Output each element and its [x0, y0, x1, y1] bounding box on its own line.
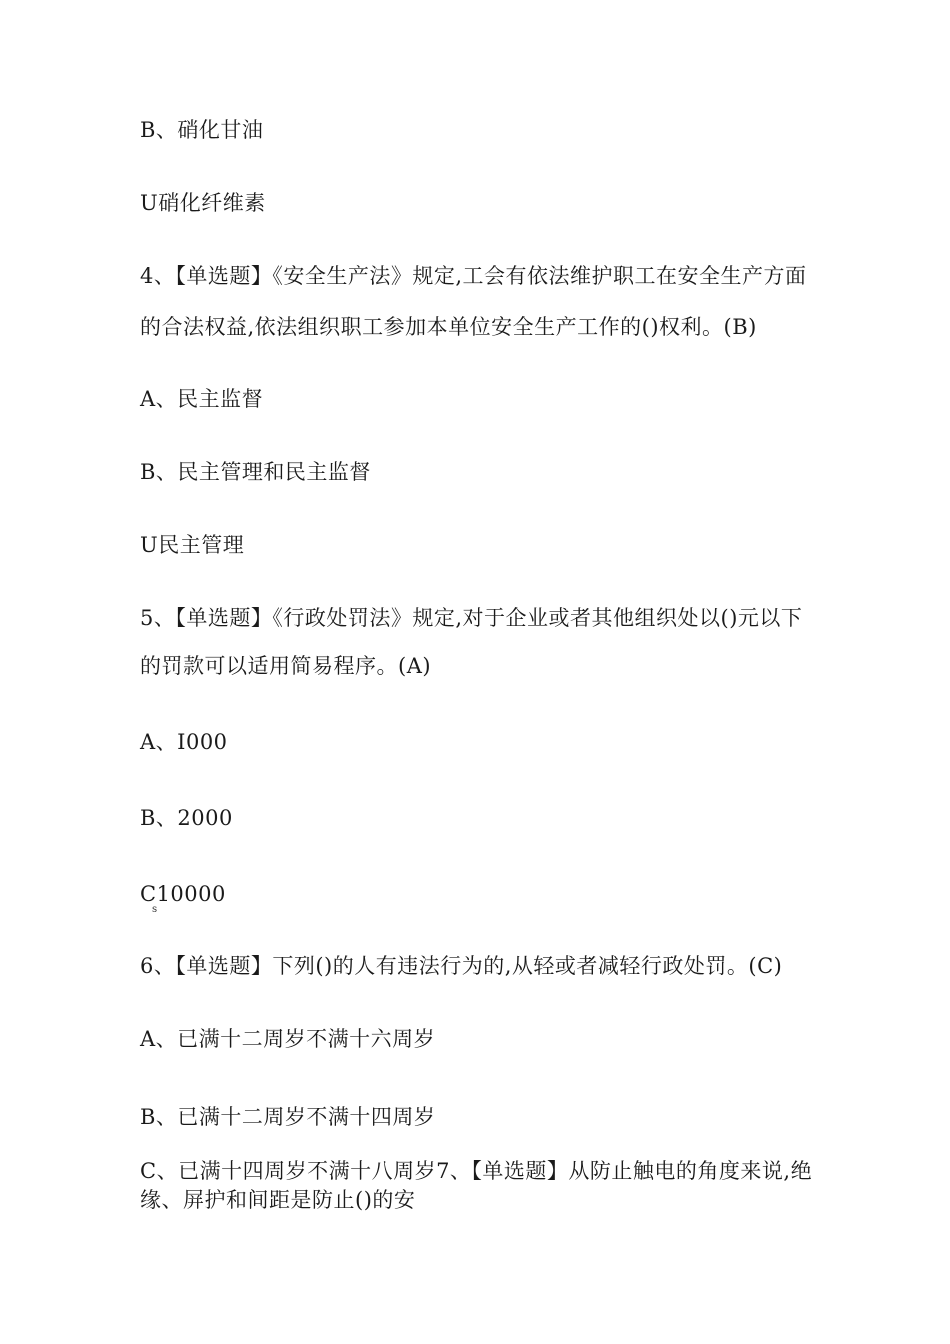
option-b-q3: B、硝化甘油 [140, 118, 264, 142]
option-c-q3: U硝化纤维素 [140, 191, 266, 215]
option-a-q4: A、民主监督 [140, 387, 264, 411]
question-6-line-1: 6、【单选题】下列()的人有违法行为的,从轻或者减轻行政处罚。(C) [140, 954, 783, 978]
option-b-q4: B、民主管理和民主监督 [140, 460, 371, 484]
question-7-line-2: 缘、屏护和间距是防止()的安 [140, 1188, 416, 1212]
question-4-line-2: 的合法权益,依法组织职工参加本单位安全生产工作的()权利。(B) [140, 315, 757, 339]
option-c-q6-and-question-7: C、已满十四周岁不满十八周岁7、【单选题】从防止触电的角度来说,绝 [140, 1159, 813, 1183]
stray-mark: s [152, 904, 158, 915]
option-c-q4: U民主管理 [140, 533, 245, 557]
question-4-line-1: 4、【单选题】《安全生产法》规定,工会有依法维护职工在安全生产方面 [140, 264, 807, 288]
option-b-q6: B、已满十二周岁不满十四周岁 [140, 1105, 436, 1129]
question-5-line-2: 的罚款可以适用简易程序。(A) [140, 654, 432, 678]
question-5-line-1: 5、【单选题】《行政处罚法》规定,对于企业或者其他组织处以()元以下 [140, 606, 803, 630]
option-a-q5: A、I000 [140, 730, 228, 754]
option-a-q6: A、已满十二周岁不满十六周岁 [140, 1027, 436, 1051]
option-c-q5: C10000 [140, 882, 226, 906]
option-b-q5: B、2000 [140, 806, 233, 830]
